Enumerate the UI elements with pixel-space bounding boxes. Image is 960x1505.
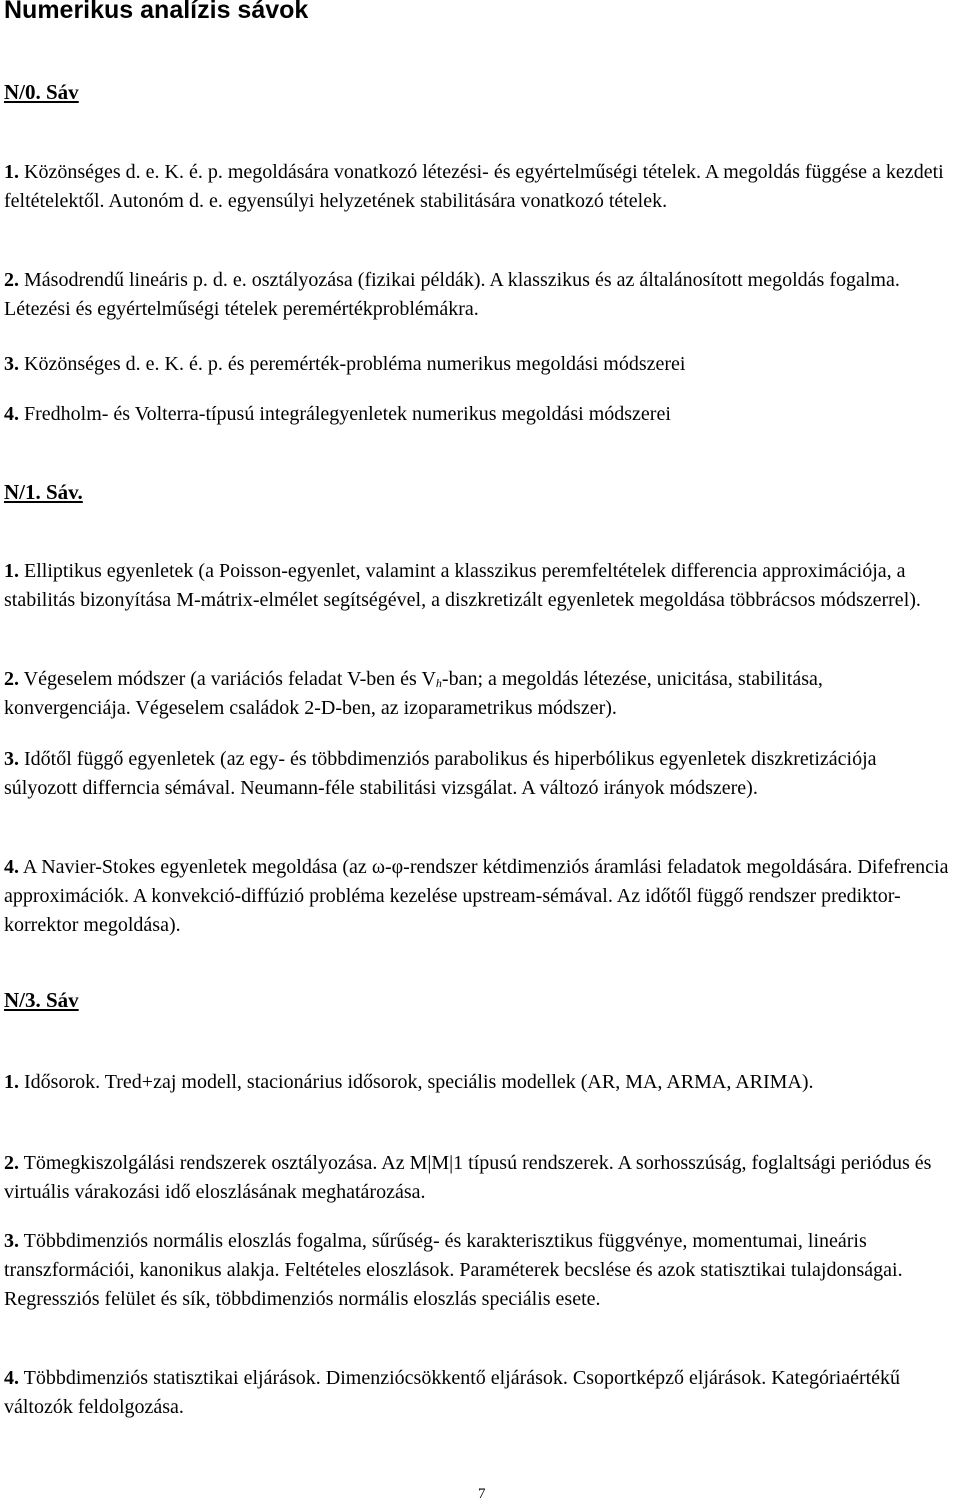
item-text: Többdimenziós statisztikai eljárások. Dimenziócsökkentő eljárások. Csoportképző eljárások. Kategóriaértékű változók feldolgozása. [4,1367,901,1418]
item-number: 1. [4,560,19,582]
n1-item-1 [4,557,952,615]
item-number: 3. [4,748,19,770]
n0-item-1 [4,158,952,216]
item-number: 2. [4,269,19,291]
document-title: Numerikus analízis sávok [4,0,309,24]
n0-item-2 [4,266,952,324]
item-number: 1. [4,1071,19,1093]
item-number: 4. [4,856,19,878]
n3-item-2 [4,1149,952,1207]
item-text: Közönséges d. e. K. é. p. és peremérték-probléma numerikus megoldási módszerei [19,353,686,375]
n1-item-3 [4,745,952,803]
item-text-subscript: h [435,676,442,690]
item-number: 3. [4,1230,19,1252]
section-heading-n1: N/1. Sáv. [4,480,83,504]
item-text: Elliptikus egyenletek (a Poisson-egyenlet, valamint a klasszikus peremfeltételek differencia approximációja, a stabilitás bizonyítása M-mátrix-elmélet segítségével, a diszkretizált egyenletek megoldása többrácsos módszerrel). [4,560,921,611]
item-text: Tömegkiszolgálási rendszerek osztályozása. Az M|M|1 típusú rendszerek. A sorhosszúság, foglaltsági periódus és virtuális várakozási idő eloszlásának meghatározása. [4,1152,932,1203]
item-number: 2. [4,1152,19,1174]
item-text: Időtől függő egyenletek (az egy- és többdimenziós parabolikus és hiperbólikus egyenletek diszkretizációja súlyozott differncia sémával. Neumann-féle stabilitási vizsgálat. A változó irányok módszere). [4,748,877,799]
item-text-start: Végeselem módszer (a variációs feladat V-ben és V [19,668,436,690]
item-number: 3. [4,353,19,375]
item-text: A Navier-Stokes egyenletek megoldása (az ω-φ-rendszer kétdimenziós áramlási feladatok megoldására. Difefrencia approximációk. A konvekció-diffúzió probléma kezelése upstream-sémával. Az időtől függő rendszer prediktor-korrektor megoldása). [4,856,949,936]
section-heading-n0: N/0. Sáv [4,80,79,104]
n3-item-4 [4,1364,952,1422]
section-heading-n3: N/3. Sáv [4,988,79,1012]
item-number: 1. [4,161,19,183]
item-text: Többdimenziós normális eloszlás fogalma, sűrűség- és karakterisztikus függvénye, momentumai, lineáris transzformációi, kanonikus alakja. Feltételes eloszlások. Paraméterek becslése és azok statisztikai tulajdonságai. Regressziós felület és sík, többdimenziós normális eloszlás speciális esete. [4,1230,903,1310]
item-text: Közönséges d. e. K. é. p. megoldására vonatkozó létezési- és egyértelműségi tételek. A megoldás függése a kezdeti feltételektől. Autonóm d. e. egyensúlyi helyzetének stabilitására vonatkozó tételek. [4,161,944,212]
n0-item-4 [4,400,952,429]
n1-item-4 [4,853,952,940]
page-number: 7 [478,1486,486,1502]
n1-item-2 [4,665,952,723]
n3-item-1 [4,1068,952,1097]
n3-item-3 [4,1227,952,1314]
item-text: Idősorok. Tred+zaj modell, stacionárius idősorok, speciális modellek (AR, MA, ARMA, ARIMA). [19,1071,814,1093]
n0-item-3 [4,350,952,379]
item-number: 4. [4,403,19,425]
item-number: 2. [4,668,19,690]
item-text-end: -ban; a megoldás létezése, unicitása, stabilitása, konvergenciája. Végeselem családok 2-D-ben, az izoparametrikus módszer). [4,668,823,719]
item-text: Fredholm- és Volterra-típusú integrálegyenletek numerikus megoldási módszerei [19,403,671,425]
item-number: 4. [4,1367,19,1389]
item-text: Másodrendű lineáris p. d. e. osztályozása (fizikai példák). A klasszikus és az általánosított megoldás fogalma. Létezési és egyértelműségi tételek peremértékproblémákra. [4,269,900,320]
